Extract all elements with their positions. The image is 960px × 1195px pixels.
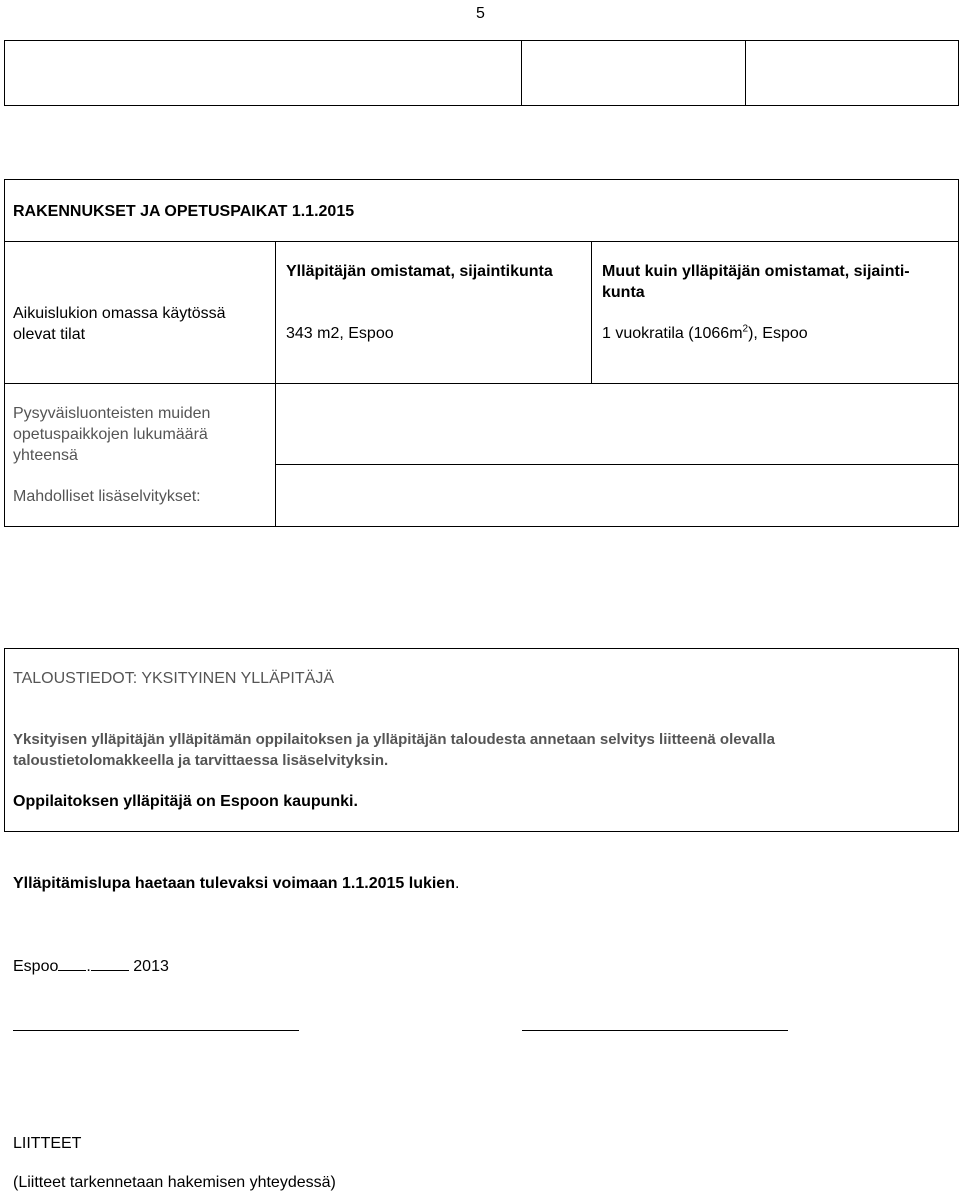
col2-value: 1 vuokratila $(1066m^2)$, Espoo <box>602 323 808 342</box>
finance-text: Yksityisen ylläpitäjän ylläpitämän oppilaitoksen ja ylläpitäjän taloudesta annetaan selvitys liitteenä olevalla taloustietolomakkeella ja tarvittaessa lisäselvityksin. <box>13 731 775 769</box>
day-blank[interactable] <box>58 954 86 971</box>
attachments-note: (Liitteet tarkennetaan hakemisen yhteydessä) <box>13 1174 336 1191</box>
buildings-row-label: Aikuislukion omassa käytössä olevat tilat <box>13 305 226 343</box>
month-blank[interactable] <box>91 954 129 971</box>
places-row-divider <box>275 464 959 465</box>
top-table <box>4 40 959 106</box>
additional-info-label: Mahdolliset lisäselvitykset: <box>13 488 201 505</box>
page-number: 5 <box>476 5 485 22</box>
finance-title: TALOUSTIEDOT: YKSITYINEN YLLÄPITÄJÄ <box>13 670 334 687</box>
finance-owner: Oppilaitoksen ylläpitäjä on Espoon kaupunki. <box>13 793 358 810</box>
signature-line-right[interactable] <box>522 1030 788 1031</box>
places-table-divider <box>275 383 276 527</box>
date-line: Espoo . 2013 <box>13 954 169 977</box>
top-table-divider <box>521 40 522 106</box>
top-table-divider <box>745 40 746 106</box>
attachments-title: LIITTEET <box>13 1135 82 1152</box>
col2-header: Muut kuin ylläpitäjän omistamat, sijainti- kunta <box>602 263 910 301</box>
permit-statement: Ylläpitämislupa haetaan tulevaksi voimaan 1.1.2015 lukien. <box>13 875 460 892</box>
col1-value: 343 m2, Espoo <box>286 325 394 342</box>
signature-line-left[interactable] <box>13 1030 299 1031</box>
col1-header: Ylläpitäjän omistamat, sijaintikunta <box>286 263 553 280</box>
buildings-table-divider <box>591 241 592 384</box>
buildings-title: RAKENNUKSET JA OPETUSPAIKAT 1.1.2015 <box>13 203 355 220</box>
buildings-table-divider <box>275 241 276 384</box>
permanent-places-label: Pysyväisluonteisten muiden opetuspaikkojen lukumäärä yhteensä <box>13 405 211 464</box>
